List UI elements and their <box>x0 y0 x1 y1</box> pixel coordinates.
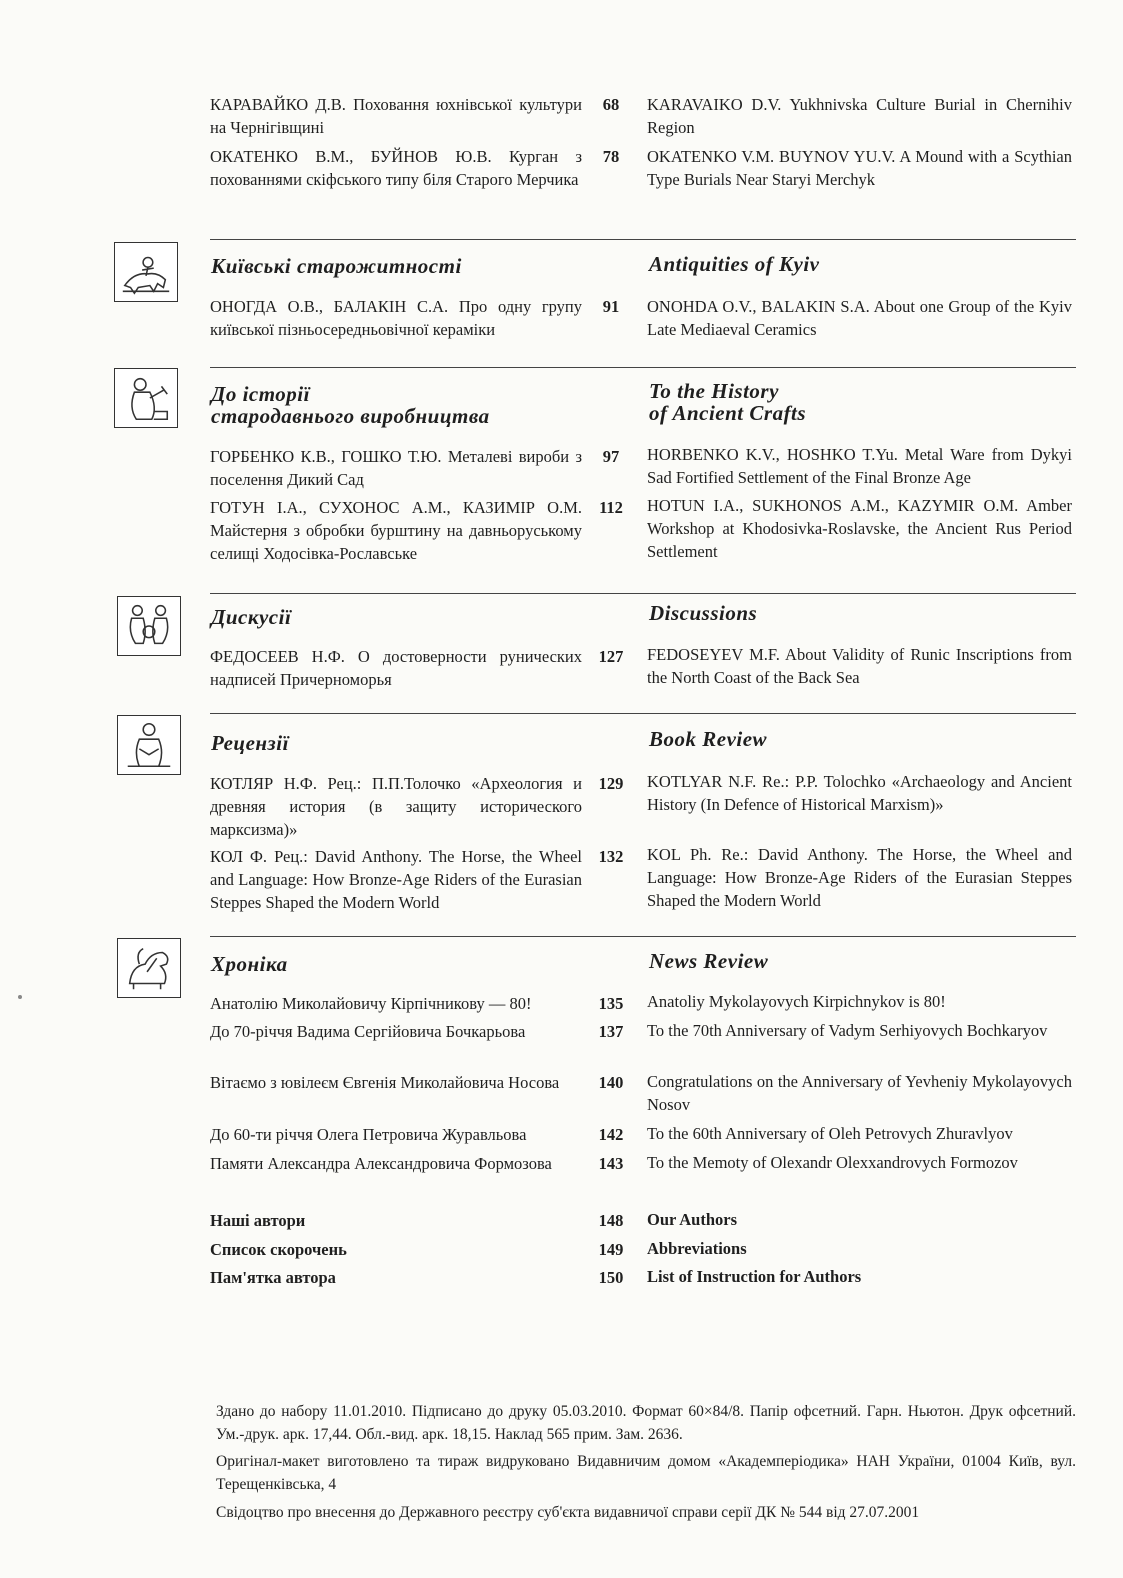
entry-kirpichnikov-en: Anatoliy Mykolayovych Kirpichnykov is 80! <box>647 992 946 1011</box>
entry-nosov-page: 140 <box>598 1073 624 1092</box>
entry-abbrev-uk: Список скорочень <box>210 1240 347 1259</box>
entry-karavaiko-en: KARAVAIKO D.V. Yukhnivska Culture Burial in Chernihiv Region <box>647 95 1072 137</box>
reader-emblem-icon <box>117 715 181 775</box>
entry-hotun-en: HOTUN I.A., SUKHONOS A.M., KAZYMIR O.M. Amber Workshop at Khodosivka-Roslavske, the Ancient Rus Period Settlement <box>647 496 1072 561</box>
section-title-crafts-en-line1: To the History <box>649 379 779 403</box>
entry-kol-uk: КОЛ Ф. Рец.: David Anthony. The Horse, the Wheel and Language: How Bronze-Age Riders of the Eurasian Steppes Shaped the Modern World <box>210 847 582 912</box>
entry-nosov-en: Congratulations on the Anniversary of Yevheniy Mykolayovych Nosov <box>647 1072 1072 1114</box>
entry-formozov-page: 143 <box>598 1154 624 1173</box>
section-title-crafts-en-line2: of Ancient Crafts <box>649 401 807 425</box>
entry-bochkarev-page: 137 <box>598 1022 624 1041</box>
entry-fedoseyev-en: FEDOSEYEV M.F. About Validity of Runic Inscriptions from the North Coast of the Back Sea <box>647 645 1072 687</box>
entry-hotun-uk: ГОТУН І.А., СУХОНОС А.М., КАЗИМІР О.М. Майстерня з обробки бурштину на давньоруському селищі Ходосівка-Рославське <box>210 498 582 563</box>
entry-fedoseyev-page: 127 <box>598 647 624 666</box>
entry-hotun-page: 112 <box>599 498 623 517</box>
figures-emblem-icon <box>117 596 181 656</box>
section-title-kyiv-uk: Київські старожитності <box>211 254 462 278</box>
section-divider <box>210 367 1076 368</box>
entry-authors-page: 148 <box>598 1211 624 1230</box>
entry-onohda-uk: ОНОГДА О.В., БАЛАКІН С.А. Про одну групу київської пізньосередньовічної кераміки <box>210 297 582 339</box>
section-title-crafts-uk-line2: стародавнього виробництва <box>211 404 490 428</box>
section-divider <box>210 936 1076 937</box>
horseman-emblem-icon <box>114 242 178 302</box>
entry-bochkarev-en: To the 70th Anniversary of Vadym Serhiyovych Bochkaryov <box>647 1021 1048 1040</box>
section-title-chronicle-en: News Review <box>649 949 769 973</box>
section-title-discussions-uk: Дискусії <box>211 605 292 629</box>
scan-speck <box>18 995 22 999</box>
entry-zhuravlev-en: To the 60th Anniversary of Oleh Petrovych Zhuravlyov <box>647 1124 1013 1143</box>
imprint-publisher: Оригінал-макет виготовлено та тираж видруковано Видавничим домом «Академперіодика» НАН України, 01004 Київ, вул. Терещенківська, 4 <box>216 1453 1076 1493</box>
entry-instruction-uk: Пам'ятка автора <box>210 1268 336 1287</box>
entry-kotlyar-en: KOTLYAR N.F. Re.: P.P. Tolochko «Archaeology and Ancient History (In Defence of Historical Marxism)» <box>647 772 1072 814</box>
entry-horbenko-en: HORBENKO K.V., HOSHKO T.Yu. Metal Ware from Dykyi Sad Fortified Settlement of the Final Bronze Age <box>647 445 1072 487</box>
entry-formozov-uk: Памяти Александра Александровича Формозова <box>210 1154 552 1173</box>
entry-nosov-uk: Вітаємо з ювілеєм Євгенія Миколайовича Носова <box>210 1073 560 1092</box>
entry-kotlyar-uk: КОТЛЯР Н.Ф. Рец.: П.П.Толочко «Археология и древняя история (в защиту исторического марксизма)» <box>210 774 582 839</box>
entry-kirpichnikov-uk: Анатолію Миколайовичу Кірпічникову — 80! <box>210 994 532 1013</box>
section-title-review-uk: Рецензії <box>211 731 289 755</box>
imprint-registration: Свідоцтво про внесення до Державного реєстру суб'єкта видавничої справи серії ДК № 544 від 27.07.2001 <box>216 1504 920 1521</box>
entry-abbrev-page: 149 <box>598 1240 624 1259</box>
section-title-discussions-en: Discussions <box>649 601 758 625</box>
imprint-print-details: Здано до набору 11.01.2010. Підписано до друку 05.03.2010. Формат 60×84/8. Папір офсетний. Гарн. Ньютон. Друк офсетний. Ум.-друк. арк. 17,44. Обл.-вид. арк. 18,15. Наклад 565 прим. Зам. 2636. <box>216 1403 1076 1443</box>
entry-kol-en: KOL Ph. Re.: David Anthony. The Horse, the Wheel and Language: How Bronze-Age Riders of the Eurasian Steppes Shaped the Modern World <box>647 845 1072 910</box>
section-divider <box>210 713 1076 714</box>
entry-okatenko-uk: ОКАТЕНКО В.М., БУЙНОВ Ю.В. Курган з похованнями скіфського типу біля Старого Мерчика <box>210 147 582 189</box>
entry-kotlyar-page: 129 <box>598 774 624 793</box>
entry-horbenko-uk: ГОРБЕНКО К.В., ГОШКО Т.Ю. Металеві вироби з поселення Дикий Сад <box>210 447 582 489</box>
entry-fedoseyev-uk: ФЕДОСЕЕВ Н.Ф. О достоверности рунических надписей Причерноморья <box>210 647 582 689</box>
section-divider <box>210 239 1076 240</box>
section-title-chronicle-uk: Хроніка <box>211 952 288 976</box>
section-divider <box>210 593 1076 594</box>
craftsman-emblem-icon <box>114 368 178 428</box>
section-title-review-en: Book Review <box>649 727 768 751</box>
entry-karavaiko-page: 68 <box>602 95 620 114</box>
entry-instruction-page: 150 <box>598 1268 624 1287</box>
entry-kirpichnikov-page: 135 <box>598 994 624 1013</box>
entry-zhuravlev-page: 142 <box>598 1125 624 1144</box>
entry-authors-uk: Наші автори <box>210 1211 306 1230</box>
entry-kol-page: 132 <box>598 847 624 866</box>
section-title-crafts-uk-line1: До історії <box>211 382 310 406</box>
entry-karavaiko-uk: КАРАВАЙКО Д.В. Поховання юхнівської культури на Чернігівщині <box>210 95 582 137</box>
entry-abbrev-en: Abbreviations <box>647 1239 747 1258</box>
entry-okatenko-page: 78 <box>602 147 620 166</box>
entry-zhuravlev-uk: До 60-ти річчя Олега Петровича Журавльова <box>210 1125 527 1144</box>
entry-okatenko-en: OKATENKO V.M. BUYNOV YU.V. A Mound with a Scythian Type Burials Near Staryi Merchyk <box>647 147 1072 189</box>
entry-horbenko-page: 97 <box>602 447 620 466</box>
entry-onohda-en: ONOHDA O.V., BALAKIN S.A. About one Group of the Kyiv Late Mediaeval Ceramics <box>647 297 1072 339</box>
entry-onohda-page: 91 <box>602 297 620 316</box>
entry-instruction-en: List of Instruction for Authors <box>647 1267 862 1286</box>
entry-bochkarev-uk: До 70-річчя Вадима Сергійовича Бочкарьова <box>210 1022 526 1041</box>
entry-formozov-en: To the Memoty of Olexandr Olexxandrovych Formozov <box>647 1153 1018 1172</box>
section-title-kyiv-en: Antiquities of Kyiv <box>649 252 820 276</box>
griffin-emblem-icon <box>117 938 181 998</box>
entry-authors-en: Our Authors <box>647 1210 738 1229</box>
